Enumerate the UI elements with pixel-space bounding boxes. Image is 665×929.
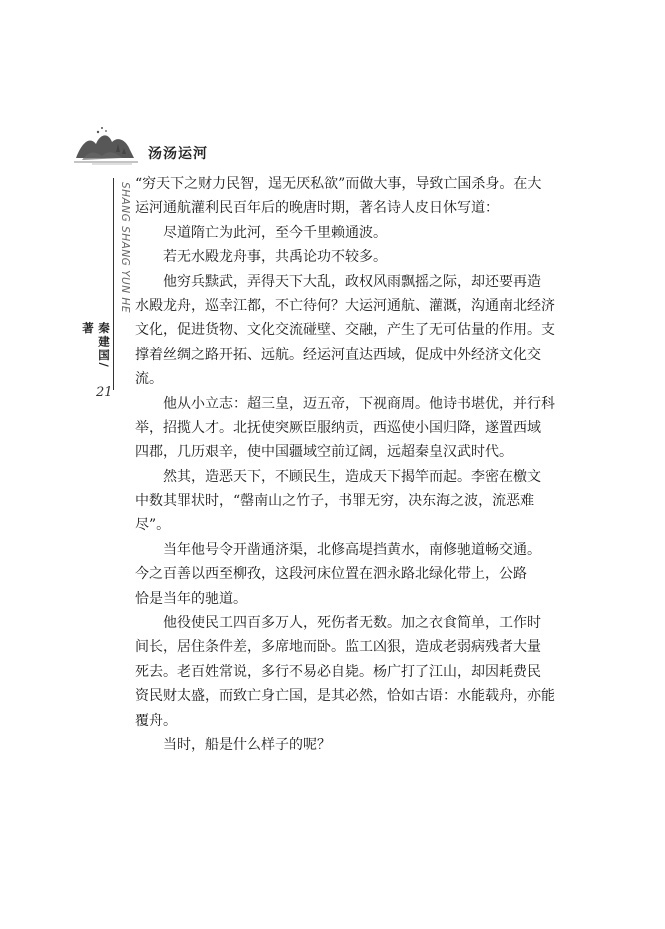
series-title-vertical: SHANG SHANG YUN HE: [119, 182, 131, 313]
text-line: “穷天下之财力民智，逞无厌私欲”而做大事，导致亡国杀身。在大: [135, 176, 542, 192]
body-text: [135, 172, 555, 757]
text-line: 四郡，几历艰辛，使中国疆域空前辽阔，远超秦皇汉武时代。: [135, 444, 513, 461]
text-line: 他役使民工四百多万人，死伤者无数。加之衣食简单，工作时: [163, 615, 541, 632]
page-number: 21: [96, 385, 113, 400]
text-line: 今之百善以西至柳孜，这段河床位置在泗永路北绿化带上，公路: [135, 566, 527, 583]
text-line: 撑着丝绸之路开拓、远航。经运河直达西域，促成中外经济文化交: [135, 346, 541, 363]
text-line: 尽”。: [135, 517, 171, 534]
author-credit: 秦建国/著: [81, 322, 111, 369]
text-line: 死去。老百姓常说，多行不易必自毙。杨广打了江山，却因耗费民: [135, 663, 541, 680]
text-line: 中数其罪状时，“罄南山之竹子，书罪无穷，决东海之波，流恶难: [135, 493, 535, 510]
text-line: 间长，居住条件差，多席地而卧。监工凶狠，造成老弱病残者大量: [135, 639, 541, 656]
text-line: 当年他号令开凿通济渠，北修高堤挡黄水，南修驰道畅交通。: [163, 541, 541, 558]
text-line: 水殿龙舟，巡幸江都，不亡待何？大运河通航、灌溉，沟通南北经济: [135, 297, 555, 314]
text-line: 文化，促进货物、文化交流碰壁、交融，产生了无可估量的作用。支: [135, 322, 555, 339]
text-line: 资民财太盛，而致亡身亡国，是其必然，恰如古语：水能载舟，亦能: [135, 688, 555, 705]
ink-wash-landscape-icon: [72, 122, 144, 170]
text-line: 流。: [135, 371, 163, 388]
text-line: 当时，船是什么样子的呢？: [163, 736, 331, 753]
text-line: 覆舟。: [135, 712, 177, 729]
text-line: 他从小立志：超三皇，迈五帝，下视商周。他诗书堪优，并行科: [163, 395, 555, 412]
poem-line: 尽道隋亡为此河，至今千里赖通波。: [163, 224, 387, 241]
running-header-title: 汤汤运河: [148, 146, 208, 162]
text-line: 他穷兵黩武，弄得天下大乱，政权风雨飘摇之际，却还要再造: [163, 273, 541, 290]
text-line: 然其，造恶天下，不顾民生，造成天下揭竿而起。李密在檄文: [163, 468, 541, 485]
text-line: 举，招揽人才。北抚使突厥臣服纳贡，西巡使小国归降，遂置西域: [135, 419, 541, 436]
text-line: 恰是当年的驰道。: [135, 590, 247, 607]
poem-line: 若无水殿龙舟事，共禹论功不较多。: [163, 249, 387, 266]
text-line: 运河通航灌利民百年后的晚唐时期，著名诗人皮日休写道：: [135, 200, 499, 217]
